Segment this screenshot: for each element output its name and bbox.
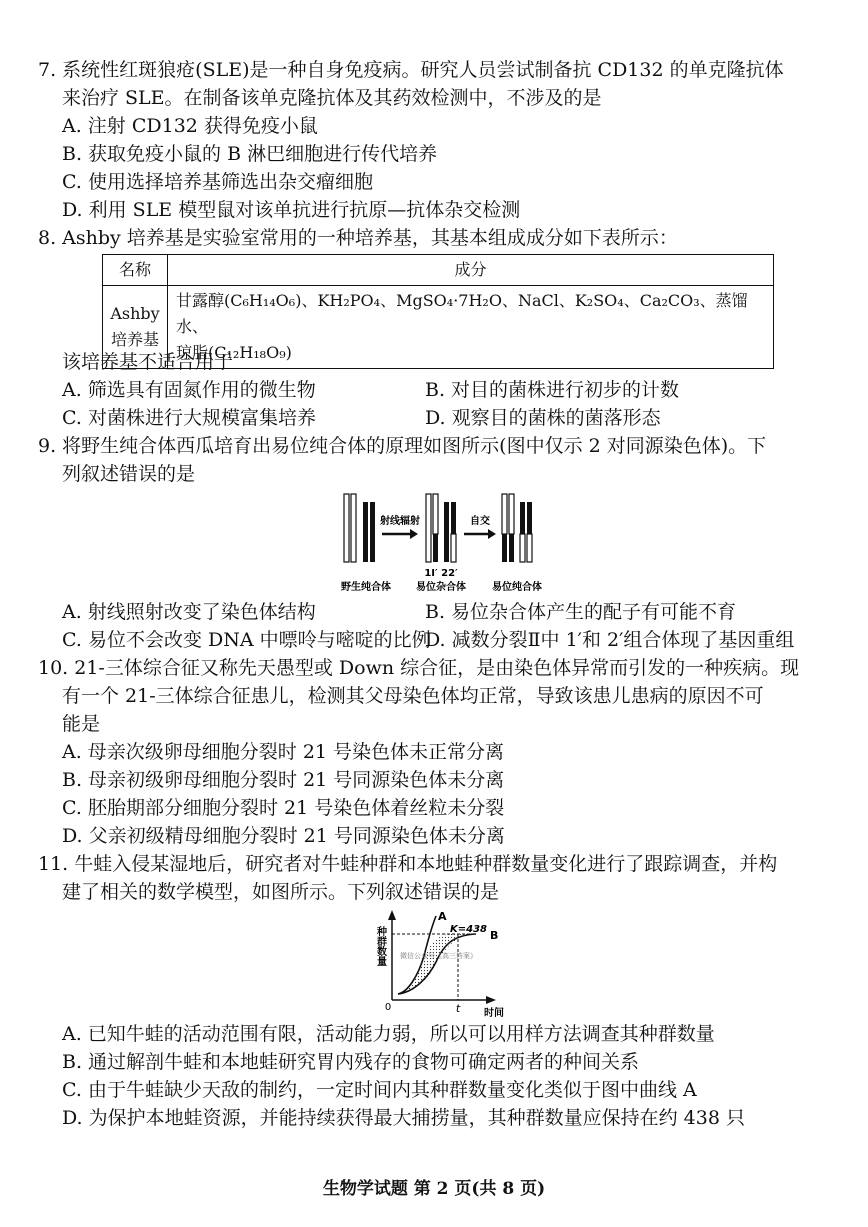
x-axis-label: 时间 xyxy=(484,1008,504,1018)
q11-stem-line2: 建了相关的数学模型，如图所示。下列叙述错误的是 xyxy=(62,881,500,903)
q10-option-b: B. 母亲初级卵母细胞分裂时 21 号同源染色体未分离 xyxy=(62,769,505,791)
translocation-heterozygote-chromosomes xyxy=(426,494,456,562)
wild-homozygote-chromosomes xyxy=(344,494,375,562)
q11-option-d: D. 为保护本地蛙资源，并能持续获得最大捕捞量，其种群数量应保持在约 438 只 xyxy=(62,1107,745,1129)
q11-option-a: A. 已知牛蛙的活动范围有限，活动能力弱，所以可以用样方法调查其种群数量 xyxy=(62,1023,715,1045)
label-translocation-homozygote: 易位纯合体 xyxy=(492,582,542,593)
q8-option-a: A. 筛选具有固氮作用的微生物 xyxy=(62,379,316,401)
q8-option-c: C. 对菌株进行大规模富集培养 xyxy=(62,407,316,429)
q9-option-a: A. 射线照射改变了染色体结构 xyxy=(62,601,316,623)
curve-b-label: B xyxy=(490,929,499,942)
chromosome-translocation-figure xyxy=(330,490,550,594)
q9-option-b: B. 易位杂合体产生的配子有可能不育 xyxy=(425,601,737,623)
q8-option-d: D. 观察目的菌株的菌落形态 xyxy=(425,407,661,429)
q7-option-b: B. 获取免疫小鼠的 B 淋巴细胞进行传代培养 xyxy=(62,143,438,165)
table-header-name: 名称 xyxy=(103,255,168,286)
q9-option-c: C. 易位不会改变 DNA 中嘌呤与嘧啶的比例 xyxy=(62,629,431,651)
q10-option-a: A. 母亲次级卵母细胞分裂时 21 号染色体未正常分离 xyxy=(62,741,505,763)
chromosome-marks: 1I′ 22′ xyxy=(424,568,458,579)
label-translocation-heterozygote: 易位杂合体 xyxy=(416,582,466,593)
q7-option-a: A. 注射 CD132 获得免疫小鼠 xyxy=(62,115,318,137)
q10-option-c: C. 胚胎期部分细胞分裂时 21 号染色体着丝粒未分裂 xyxy=(62,797,505,819)
table-row-name-line2: 培养基 xyxy=(110,330,159,349)
arrow1-label: 射线辐射 xyxy=(380,516,420,527)
q8-option-b: B. 对目的菌株进行初步的计数 xyxy=(425,379,680,401)
composition-line2: 琼脂(C₁₂H₁₈O₉) xyxy=(176,343,292,362)
watermark: 微信公众号《高三答案》 xyxy=(400,952,477,960)
q10-stem-line2: 有一个 21-三体综合征患儿，检测其父母染色体均正常，导致该患儿患病的原因不可 xyxy=(62,685,764,707)
k-label: K=438 xyxy=(450,924,488,935)
q7-stem-line2: 来治疗 SLE。在制备该单克隆抗体及其药效检测中，不涉及的是 xyxy=(62,87,602,109)
table-row-composition xyxy=(168,286,774,369)
curve-a-label: A xyxy=(438,910,447,923)
q10-stem-line1: 10. 21-三体综合征又称先天愚型或 Down 综合征，是由染色体异常而引发的一种疾病。现 xyxy=(38,657,800,679)
q8-stem2: 该培养基不适合用于 xyxy=(62,351,234,373)
q11-stem-line1: 11. 牛蛙入侵某湿地后，研究者对牛蛙种群和本地蛙种群数量变化进行了跟踪调查，并构 xyxy=(38,853,778,875)
arrow2-label: 自交 xyxy=(470,516,490,527)
table-header-composition: 成分 xyxy=(168,255,774,286)
population-growth-graph xyxy=(366,906,526,1018)
q10-stem-line3: 能是 xyxy=(62,713,101,735)
q11-option-b: B. 通过解剖牛蛙和本地蛙研究胃内残存的食物可确定两者的种间关系 xyxy=(62,1051,640,1073)
arrow-radiation xyxy=(380,514,420,539)
q10-option-d: D. 父亲初级精母细胞分裂时 21 号同源染色体未分离 xyxy=(62,825,505,847)
composition-line1: 甘露醇(C₆H₁₄O₆)、KH₂PO₄、MgSO₄·7H₂O、NaCl、K₂SO₄、Ca₂CO₃、蒸馏水、 xyxy=(176,291,748,336)
q8-stem: 8. Ashby 培养基是实验室常用的一种培养基，其基本组成成分如下表所示： xyxy=(38,227,678,249)
q7-stem-line1: 7. 系统性红斑狼疮(SLE)是一种自身免疫病。研究人员尝试制备抗 CD132 的单克隆抗体 xyxy=(38,59,784,81)
q7-option-d: D. 利用 SLE 模型鼠对该单抗进行抗原—抗体杂交检测 xyxy=(62,199,521,221)
translocation-homozygote-chromosomes xyxy=(502,494,532,562)
origin-label: 0 xyxy=(384,1002,392,1013)
table-row-name-line1: Ashby xyxy=(110,304,160,323)
q9-option-d: D. 减数分裂Ⅱ中 1′和 2′组合体现了基因重组 xyxy=(425,629,795,651)
q7-option-c: C. 使用选择培养基筛选出杂交瘤细胞 xyxy=(62,171,373,193)
arrow-selfing xyxy=(464,514,496,539)
page-footer: 生物学试题 第 2 页(共 8 页) xyxy=(322,1179,546,1199)
q11-option-c: C. 由于牛蛙缺少天敌的制约，一定时间内其种群数量变化类似于图中曲线 A xyxy=(62,1079,697,1101)
t-label: t xyxy=(455,1002,461,1015)
q9-stem-line2: 列叙述错误的是 xyxy=(62,463,196,485)
y-axis-label: 种群数量 xyxy=(374,926,386,966)
q9-stem-line1: 9. 将野生纯合体西瓜培育出易位纯合体的原理如图所示(图中仅示 2 对同源染色体)。下 xyxy=(38,435,767,457)
label-wild-homozygote: 野生纯合体 xyxy=(341,582,391,593)
